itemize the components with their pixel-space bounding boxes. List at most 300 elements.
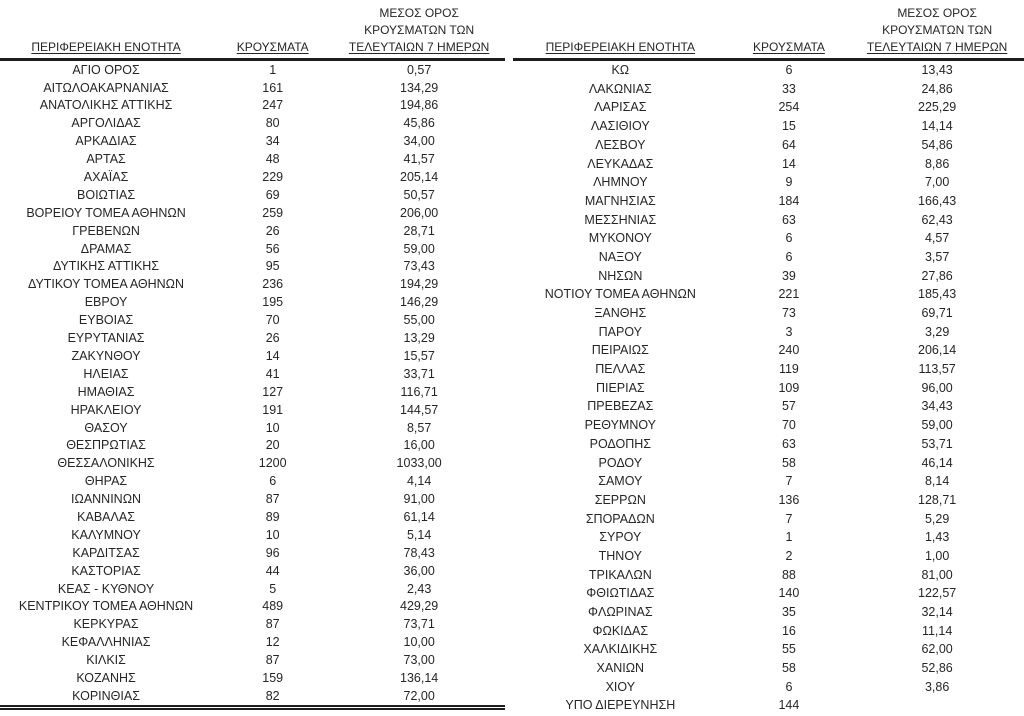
region-cell: ΗΛΕΙΑΣ: [83, 366, 129, 381]
region-cell: ΦΛΩΡΙΝΑΣ: [588, 605, 653, 620]
cases-cell: 489: [262, 599, 284, 614]
table-row: [513, 136, 1024, 155]
region-cell: ΚΑΣΤΟΡΙΑΣ: [71, 563, 141, 578]
regional-cases-table-right: [513, 2, 1024, 715]
column-header-cases: [728, 2, 851, 60]
avg-cell: 0,57: [406, 62, 432, 77]
column-header-7day-average-line: ΤΕΛΕΥΤΑΙΩΝ 7 ΗΜΕΡΩΝ: [348, 40, 490, 54]
region-cell: ΣΠΟΡΑΔΩΝ: [585, 511, 655, 526]
cases-cell: 15: [781, 119, 796, 134]
avg-cell: 33,71: [403, 366, 435, 381]
cases-cell: 57: [781, 399, 796, 414]
region-cell: ΚΟΡΙΝΘΙΑΣ: [72, 688, 140, 703]
cases-cell: 48: [265, 152, 280, 167]
region-cell: ΔΡΑΜΑΣ: [80, 241, 132, 256]
table-row: [513, 173, 1024, 192]
table-row: [0, 186, 505, 204]
region-cell: ΚΑΡΔΙΤΣΑΣ: [72, 545, 140, 560]
cases-cell: 20: [265, 438, 280, 453]
avg-cell: 24,86: [921, 81, 953, 96]
region-cell: ΗΡΑΚΛΕΙΟΥ: [70, 402, 142, 417]
table-row: [0, 311, 505, 329]
avg-cell: 62,00: [921, 642, 953, 657]
table-row: [513, 60, 1024, 80]
avg-cell: 166,43: [918, 193, 957, 208]
column-header-region-label: ΠΕΡΙΦΕΡΕΙΑΚΗ ΕΝΟΤΗΤΑ: [545, 40, 695, 54]
cases-cell: 140: [778, 586, 800, 601]
region-cell: ΒΟΡΕΙΟΥ ΤΟΜΕΑ ΑΘΗΝΩΝ: [26, 205, 186, 220]
avg-cell: 206,00: [400, 205, 439, 220]
table-row: [513, 491, 1024, 510]
avg-cell: 13,43: [921, 63, 953, 78]
table-row: [0, 437, 505, 455]
cases-cell: 127: [262, 384, 284, 399]
column-header-region: [513, 2, 728, 60]
region-cell: ΞΑΝΘΗΣ: [594, 306, 647, 321]
avg-cell: 52,86: [921, 661, 953, 676]
region-cell: ΕΥΡΥΤΑΝΙΑΣ: [67, 331, 145, 346]
avg-cell: 61,14: [403, 509, 435, 524]
cases-cell: 87: [265, 653, 280, 668]
table-row: [513, 640, 1024, 659]
cases-cell: 161: [262, 80, 284, 95]
table-row: [0, 276, 505, 294]
region-cell: ΘΗΡΑΣ: [84, 474, 128, 489]
table-row: [0, 150, 505, 168]
region-cell: ΘΕΣΣΑΛΟΝΙΚΗΣ: [57, 456, 155, 471]
region-cell: ΝΟΤΙΟΥ ΤΟΜΕΑ ΑΘΗΝΩΝ: [544, 287, 696, 302]
region-cell: ΡΟΔΟΠΗΣ: [589, 436, 651, 451]
table-row: [513, 659, 1024, 678]
table-row: [0, 580, 505, 598]
cases-cell: 14: [781, 156, 796, 171]
avg-cell: 50,57: [403, 187, 435, 202]
avg-cell: 3,86: [924, 679, 950, 694]
region-cell: ΡΕΘΥΜΝΟΥ: [584, 418, 657, 433]
table-row: [513, 622, 1024, 641]
table-row: [0, 168, 505, 186]
avg-cell: 3,57: [924, 249, 950, 264]
cases-cell: 6: [785, 679, 793, 694]
cases-cell: 6: [785, 63, 793, 78]
region-cell: ΔΥΤΙΚΗΣ ΑΤΤΙΚΗΣ: [53, 259, 160, 274]
cases-cell: 41: [265, 366, 280, 381]
cases-cell: 7: [785, 511, 793, 526]
table-row: [0, 115, 505, 133]
table-row: [0, 329, 505, 347]
region-cell: ΛΕΣΒΟΥ: [595, 137, 646, 152]
region-cell: ΠΑΡΟΥ: [598, 324, 642, 339]
header-row: [513, 2, 1024, 60]
region-cell: ΛΗΜΝΟΥ: [593, 175, 648, 190]
table-row: [513, 229, 1024, 248]
region-cell: ΗΜΑΘΙΑΣ: [77, 384, 135, 399]
cases-cell: 39: [781, 268, 796, 283]
table-row: [513, 566, 1024, 585]
table-row: [513, 696, 1024, 715]
avg-cell: 73,43: [403, 259, 435, 274]
region-cell: ΣΥΡΟΥ: [599, 530, 642, 545]
region-cell: ΛΑΣΙΘΙΟΥ: [590, 119, 650, 134]
table-row: [0, 687, 505, 707]
table-row: [0, 97, 505, 115]
table-row: [513, 211, 1024, 230]
cases-cell: 2: [785, 548, 793, 563]
avg-cell: 429,29: [400, 599, 439, 614]
region-cell: ΖΑΚΥΝΘΟΥ: [71, 348, 141, 363]
avg-cell: 73,71: [403, 617, 435, 632]
avg-cell: 144,57: [400, 402, 439, 417]
table-row: [513, 472, 1024, 491]
cases-cell: 44: [265, 563, 280, 578]
column-header-7day-average-line: ΜΕΣΟΣ ΟΡΟΣ: [379, 6, 459, 20]
region-cell: ΦΘΙΩΤΙΔΑΣ: [586, 586, 655, 601]
table-row: [0, 222, 505, 240]
region-cell: ΚΟΖΑΝΗΣ: [76, 670, 136, 685]
region-cell: ΑΧΑΪΑΣ: [83, 170, 129, 185]
avg-cell: 8,86: [924, 156, 950, 171]
cases-cell: 14: [265, 348, 280, 363]
cases-cell: 26: [265, 223, 280, 238]
avg-cell: 113,57: [918, 362, 956, 377]
table-row: [0, 204, 505, 222]
avg-cell: 136,14: [400, 670, 439, 685]
region-cell: ΡΟΔΟΥ: [598, 455, 643, 470]
region-cell: ΚΑΒΑΛΑΣ: [77, 509, 135, 524]
region-cell: ΛΑΡΙΣΑΣ: [594, 100, 647, 115]
cases-cell: 88: [781, 567, 796, 582]
region-cell: ΝΑΞΟΥ: [598, 249, 642, 264]
avg-cell: 4,57: [924, 231, 950, 246]
avg-cell: 45,86: [403, 116, 435, 131]
avg-cell: 34,43: [921, 399, 953, 414]
region-cell: ΑΓΙΟ ΟΡΟΣ: [72, 62, 140, 77]
region-cell: ΚΕΑΣ - ΚΥΘΝΟΥ: [57, 581, 155, 596]
region-cell: ΛΕΥΚΑΔΑΣ: [587, 156, 654, 171]
cases-cell: 26: [265, 331, 280, 346]
table-row: [0, 294, 505, 312]
cases-cell: 58: [781, 661, 796, 676]
table-row: [0, 544, 505, 562]
column-header-cases: [212, 2, 333, 60]
avg-cell: 78,43: [403, 545, 435, 560]
table-row: [0, 347, 505, 365]
cases-cell: 191: [262, 402, 284, 417]
cases-cell: 63: [781, 436, 796, 451]
avg-cell: 36,00: [403, 563, 435, 578]
table-row: [0, 419, 505, 437]
avg-cell: 11,14: [921, 623, 953, 638]
column-header-7day-average-line: ΤΕΛΕΥΤΑΙΩΝ 7 ΗΜΕΡΩΝ: [866, 40, 1008, 54]
avg-cell: 194,29: [400, 277, 439, 292]
avg-cell: 122,57: [918, 586, 957, 601]
cases-cell: 87: [265, 617, 280, 632]
avg-cell: [850, 696, 1024, 715]
region-cell: ΣΑΜΟΥ: [598, 474, 643, 489]
region-cell: ΘΑΣΟΥ: [84, 420, 128, 435]
region-cell: ΠΕΙΡΑΙΩΣ: [591, 343, 649, 358]
cases-cell: 10: [265, 527, 280, 542]
region-cell: ΑΙΤΩΛΟΑΚΑΡΝΑΝΙΑΣ: [43, 80, 169, 95]
table-row: [513, 248, 1024, 267]
table-row: [0, 598, 505, 616]
region-cell: ΕΥΒΟΙΑΣ: [78, 313, 134, 328]
cases-cell: 6: [785, 231, 793, 246]
table-row: [0, 60, 505, 79]
region-cell: ΙΩΑΝΝΙΝΩΝ: [71, 492, 142, 507]
table-row: [513, 584, 1024, 603]
avg-cell: 27,86: [921, 268, 953, 283]
cases-cell: 1200: [258, 456, 287, 471]
region-cell: ΦΩΚΙΔΑΣ: [592, 623, 649, 638]
table-row: [513, 397, 1024, 416]
column-header-region-label: ΠΕΡΙΦΕΡΕΙΑΚΗ ΕΝΟΤΗΤΑ: [31, 40, 181, 54]
column-header-7day-average-line: ΜΕΣΟΣ ΟΡΟΣ: [897, 6, 977, 20]
cases-cell: 58: [781, 455, 796, 470]
table-row: [513, 453, 1024, 472]
region-cell: ΚΙΛΚΙΣ: [86, 653, 126, 668]
region-cell: ΧΑΛΚΙΔΙΚΗΣ: [583, 642, 658, 657]
table-row: [0, 508, 505, 526]
cases-cell: 16: [781, 623, 796, 638]
cases-cell: 119: [778, 362, 799, 377]
avg-cell: 54,86: [921, 137, 953, 152]
avg-cell: 34,00: [403, 134, 435, 149]
avg-cell: 72,00: [403, 688, 435, 703]
avg-cell: 205,14: [400, 170, 439, 185]
avg-cell: 59,00: [921, 418, 953, 433]
table-row: [0, 258, 505, 276]
cases-cell: 63: [781, 212, 796, 227]
table-row: [513, 80, 1024, 99]
region-cell: ΠΕΛΛΑΣ: [595, 362, 646, 377]
table-row: [0, 455, 505, 473]
table-row: [0, 669, 505, 687]
avg-cell: 206,14: [918, 343, 957, 358]
region-cell: ΕΒΡΟΥ: [84, 295, 128, 310]
cases-cell: 34: [265, 134, 280, 149]
cases-cell: 70: [265, 313, 280, 328]
cases-cell: 240: [778, 343, 800, 358]
avg-cell: 10,00: [403, 635, 435, 650]
table-row: [513, 603, 1024, 622]
region-cell: ΜΑΓΝΗΣΙΑΣ: [584, 193, 656, 208]
avg-cell: 96,00: [921, 380, 953, 395]
cases-cell: 69: [265, 187, 280, 202]
table-row: [513, 154, 1024, 173]
cases-cell: 184: [778, 193, 800, 208]
cases-cell: 56: [265, 241, 280, 256]
avg-cell: 81,00: [921, 567, 953, 582]
table-row: [513, 192, 1024, 211]
region-cell: ΑΝΑΤΟΛΙΚΗΣ ΑΤΤΙΚΗΣ: [39, 98, 173, 113]
cases-cell: 144: [778, 698, 800, 713]
table-row: [513, 416, 1024, 435]
table-row: [513, 510, 1024, 529]
region-cell: ΝΗΣΩΝ: [598, 268, 643, 283]
region-cell: ΜΥΚΟΝΟΥ: [588, 231, 652, 246]
cases-cell: 73: [781, 306, 796, 321]
table-row: [0, 562, 505, 580]
avg-cell: 5,29: [924, 511, 950, 526]
table-row: [513, 341, 1024, 360]
table-row: [513, 528, 1024, 547]
regional-cases-table-left: [0, 2, 505, 710]
avg-cell: 146,29: [400, 295, 439, 310]
cases-cell: 221: [778, 287, 800, 302]
avg-cell: 1,43: [924, 530, 950, 545]
region-cell: ΥΠΟ ΔΙΕΡΕΥΝΗΣΗ: [565, 698, 676, 713]
table-row: [513, 304, 1024, 323]
table-row: [0, 472, 505, 490]
cases-cell: 82: [265, 688, 280, 703]
avg-cell: 194,86: [400, 98, 439, 113]
table-row: [0, 526, 505, 544]
region-cell: ΒΟΙΩΤΙΑΣ: [77, 187, 136, 202]
table-row: [513, 285, 1024, 304]
cases-cell: 87: [265, 492, 280, 507]
cases-cell: 259: [262, 205, 284, 220]
cases-cell: 229: [262, 170, 284, 185]
table-row: [513, 117, 1024, 136]
region-cell: ΠΡΕΒΕΖΑΣ: [587, 399, 654, 414]
table-row: [0, 240, 505, 258]
cases-cell: 12: [265, 635, 280, 650]
cases-cell: 6: [785, 249, 793, 264]
cases-cell: 64: [781, 137, 796, 152]
cases-cell: 1: [269, 62, 277, 77]
region-cell: ΤΡΙΚΑΛΩΝ: [588, 567, 652, 582]
table-row: [0, 383, 505, 401]
avg-cell: 2,43: [406, 581, 432, 596]
cases-cell: 80: [265, 116, 280, 131]
avg-cell: 59,00: [403, 241, 435, 256]
region-cell: ΤΗΝΟΥ: [598, 548, 642, 563]
cases-cell: 109: [778, 380, 800, 395]
region-cell: ΠΙΕΡΙΑΣ: [595, 380, 645, 395]
avg-cell: 128,71: [918, 492, 957, 507]
cases-cell: 33: [781, 81, 796, 96]
region-cell: ΑΡΤΑΣ: [86, 152, 126, 167]
table-row: [0, 634, 505, 652]
column-header-7day-average-line: ΚΡΟΥΣΜΑΤΩΝ ΤΩΝ: [882, 23, 993, 37]
avg-cell: 8,57: [406, 420, 432, 435]
cases-cell: 9: [785, 175, 793, 190]
cases-cell: 3: [785, 324, 793, 339]
avg-cell: 116,71: [400, 384, 438, 399]
region-cell: ΚΑΛΥΜΝΟΥ: [71, 527, 141, 542]
cases-cell: 35: [781, 605, 796, 620]
region-cell: ΧΙΟΥ: [605, 679, 636, 694]
avg-cell: 13,29: [403, 331, 435, 346]
avg-cell: 46,14: [921, 455, 953, 470]
cases-cell: 70: [781, 418, 796, 433]
avg-cell: 28,71: [403, 223, 435, 238]
avg-cell: 32,14: [921, 605, 953, 620]
cases-cell: 95: [265, 259, 280, 274]
cases-cell: 159: [262, 670, 284, 685]
cases-cell: 1: [785, 530, 793, 545]
region-cell: ΔΥΤΙΚΟΥ ΤΟΜΕΑ ΑΘΗΝΩΝ: [28, 277, 185, 292]
cases-cell: 55: [781, 642, 796, 657]
cases-cell: 236: [262, 277, 284, 292]
table-row: [0, 490, 505, 508]
cases-cell: 96: [265, 545, 280, 560]
avg-cell: 62,43: [921, 212, 953, 227]
column-header-7day-average-line: ΚΡΟΥΣΜΑΤΩΝ ΤΩΝ: [364, 23, 475, 37]
avg-cell: 53,71: [921, 436, 953, 451]
cases-cell: 7: [785, 474, 793, 489]
cases-cell: 247: [262, 98, 284, 113]
avg-cell: 14,14: [921, 119, 953, 134]
column-header-cases-label: ΚΡΟΥΣΜΑΤΑ: [752, 40, 825, 54]
cases-cell: 195: [262, 295, 284, 310]
table-row: [0, 651, 505, 669]
avg-cell: 16,00: [403, 438, 435, 453]
region-cell: ΛΑΚΩΝΙΑΣ: [588, 81, 652, 96]
region-cell: ΚΕΦΑΛΛΗΝΙΑΣ: [61, 635, 151, 650]
region-cell: ΧΑΝΙΩΝ: [596, 661, 645, 676]
region-cell: ΣΕΡΡΩΝ: [594, 492, 646, 507]
cases-cell: 89: [265, 509, 280, 524]
table-row: [513, 547, 1024, 566]
region-cell: ΓΡΕΒΕΝΩΝ: [72, 223, 140, 238]
avg-cell: 185,43: [918, 287, 957, 302]
table-row: [513, 379, 1024, 398]
avg-cell: 225,29: [918, 100, 957, 115]
avg-cell: 15,57: [403, 348, 435, 363]
avg-cell: 41,57: [403, 152, 435, 167]
region-cell: ΚΕΝΤΡΙΚΟΥ ΤΟΜΕΑ ΑΘΗΝΩΝ: [18, 599, 194, 614]
avg-cell: 69,71: [921, 306, 953, 321]
avg-cell: 3,29: [924, 324, 950, 339]
cases-cell: 136: [778, 492, 800, 507]
table-row: [513, 98, 1024, 117]
avg-cell: 4,14: [406, 474, 432, 489]
avg-cell: 5,14: [406, 527, 432, 542]
column-header-region: [0, 2, 212, 60]
avg-cell: 8,14: [924, 474, 950, 489]
table-row: [513, 435, 1024, 454]
table-row: [0, 401, 505, 419]
table-row: [0, 365, 505, 383]
table-row: [513, 360, 1024, 379]
region-cell: ΑΡΓΟΛΙΔΑΣ: [71, 116, 141, 131]
avg-cell: 91,00: [403, 492, 435, 507]
avg-cell: 134,29: [400, 80, 439, 95]
table-row: [513, 267, 1024, 286]
avg-cell: 1,00: [924, 548, 950, 563]
table-row: [0, 79, 505, 97]
table-row: [513, 323, 1024, 342]
avg-cell: 7,00: [924, 175, 950, 190]
cases-cell: 254: [778, 100, 800, 115]
column-header-cases-label: ΚΡΟΥΣΜΑΤΑ: [236, 40, 309, 54]
header-row: [0, 2, 505, 60]
table-row: [513, 678, 1024, 697]
region-cell: ΚΩ: [611, 63, 630, 78]
cases-cell: 5: [269, 581, 277, 596]
cases-cell: 10: [265, 420, 280, 435]
region-cell: ΘΕΣΠΡΩΤΙΑΣ: [66, 438, 146, 453]
column-header-7day-average: [850, 2, 1024, 60]
avg-cell: 55,00: [403, 313, 435, 328]
table-row: [0, 133, 505, 151]
region-cell: ΑΡΚΑΔΙΑΣ: [75, 134, 137, 149]
region-cell: ΚΕΡΚΥΡΑΣ: [73, 617, 139, 632]
column-header-7day-average: [333, 2, 505, 60]
region-cell: ΜΕΣΣΗΝΙΑΣ: [584, 212, 657, 227]
